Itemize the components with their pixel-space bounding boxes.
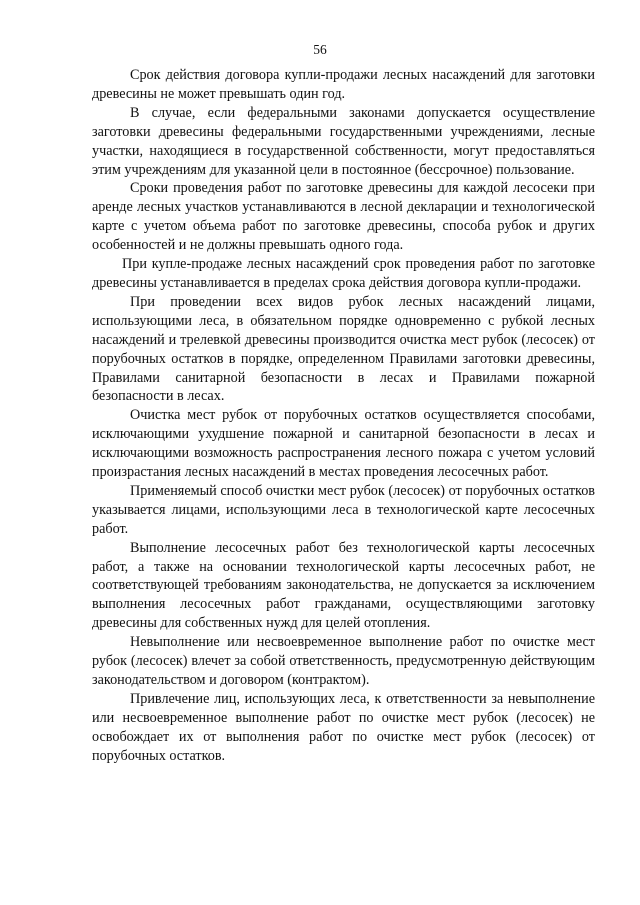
paragraph-federal-institutions: В случае, если федеральными законами допускается осуществление заготовки древесины федеральными государственными учреждениями, лесные участки, находящиеся в государственной собственности, могут предоставляться этим учреждениям для указанной цели в постоянное (бессрочное) пользование. [92, 104, 595, 178]
paragraph-responsibility: Невыполнение или несвоевременное выполнение работ по очистке мест рубок (лесосек) влечет за собой ответственность, предусмотренную действующим законодательством и договором (контрактом). [92, 634, 595, 688]
paragraph-cleanup-obligation: При проведении всех видов рубок лесных насаждений лицами, использующими леса, в обязательном порядке одновременно с рубкой лесных насаждений и трелевкой древесины производится очистка мест рубок (лесосек) от порубочных остатков в порядке, определенном Правилами заготовки древесины, Правилами санитарной безопасности в лесах и Правилами пожарной безопасности в лесах. [92, 293, 595, 405]
paragraph-no-tech-card: Выполнение лесосечных работ без технологической карты лесосечных работ, а также на основании технологической карты лесосечных работ, не соответствующей требованиям законодательства, не допускается за исключением выполнения лесосечных работ гражданами, осуществляющими заготовку древесины для собственных нужд для целей отопления. [92, 539, 595, 632]
paragraph-contract-term: Срок действия договора купли-продажи лесных насаждений для заготовки древесины не может превышать один год. [92, 67, 595, 102]
page-number: 56 [313, 42, 327, 57]
paragraph-no-release: Привлечение лиц, использующих леса, к ответственности за невыполнение или несвоевременное выполнение работ по очистке мест рубок (лесосек) не освобождает их от выполнения работ по очистке мест рубок (лесосек) от порубочных остатков. [92, 690, 595, 764]
paragraph-cleanup-method-card: Применяемый способ очистки мест рубок (лесосек) от порубочных остатков указывается лицами, использующими леса в технологической карте лесосечных работ. [92, 482, 595, 537]
body-text [92, 66, 595, 766]
paragraph-work-terms-lease: Сроки проведения работ по заготовке древесины для каждой лесосеки при аренде лесных участков устанавливаются в лесной декларации и технологической карте с учетом объема работ по заготовке древесины, способа рубок и других особенностей и не должны превышать одного года. [92, 180, 595, 254]
paragraph-cleanup-methods: Очистка мест рубок от порубочных остатков осуществляется способами, исключающими ухудшение пожарной и санитарной безопасности в лесах и исключающими возможность распространения лесного пожара с учетом условий произрастания лесных насаждений в местах проведения лесосечных работ. [92, 407, 595, 481]
paragraph-work-terms-sale: При купле-продаже лесных насаждений срок проведения работ по заготовке древесины устанавливается в пределах срока действия договора купли-продажи. [92, 256, 595, 291]
